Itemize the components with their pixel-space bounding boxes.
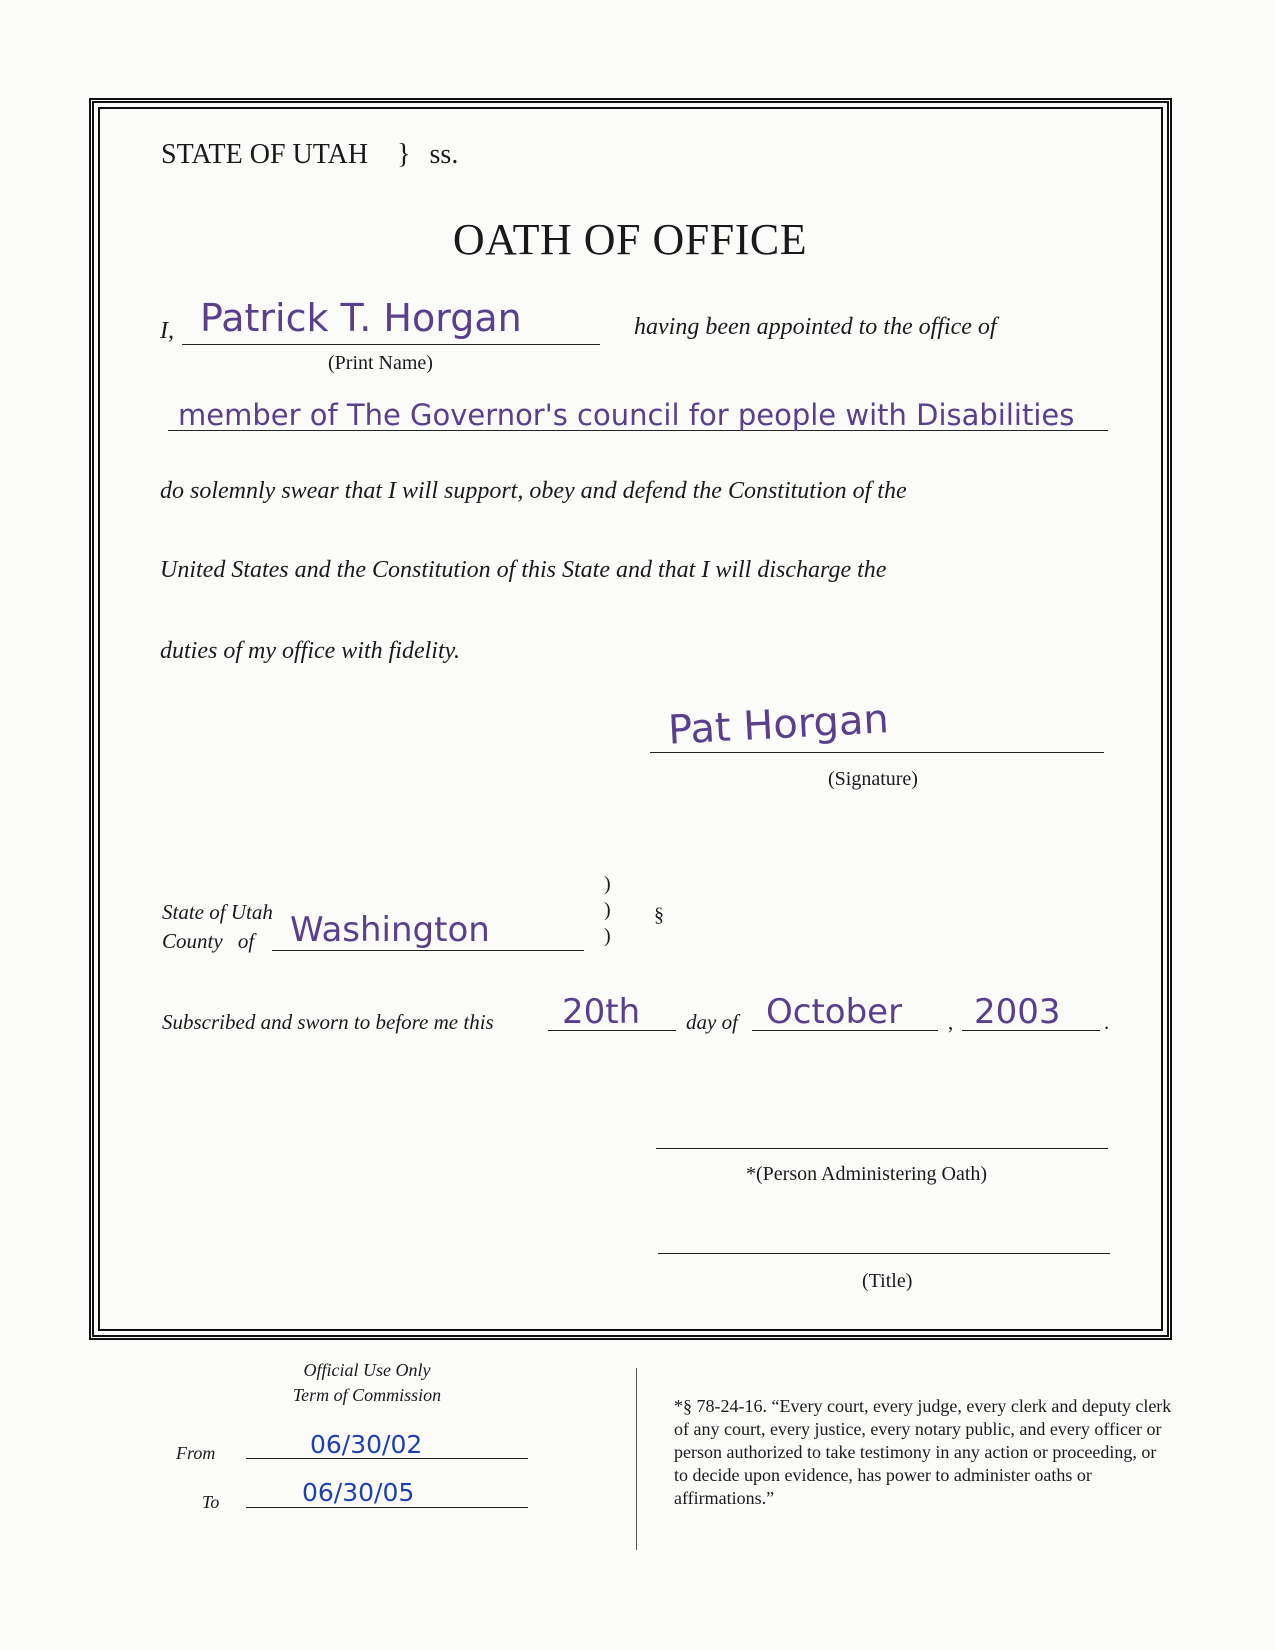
from-value: 06/30/02 — [310, 1430, 423, 1459]
page-title: OATH OF OFFICE — [452, 215, 808, 264]
from-label: From — [176, 1443, 216, 1463]
signature-caption: (Signature) — [828, 768, 918, 790]
print-name-caption: (Print Name) — [328, 352, 433, 374]
county-word: County — [162, 929, 223, 953]
subscribed-text: Subscribed and sworn to before me this — [162, 1010, 494, 1034]
title-line — [658, 1253, 1110, 1254]
to-label: To — [202, 1492, 220, 1512]
signature-handwritten: Pat Horgan — [666, 696, 890, 754]
brace: } — [397, 139, 411, 170]
state-of-utah: State of Utah — [162, 900, 273, 924]
title-caption: (Title) — [862, 1270, 913, 1292]
appointed-text: having been appointed to the office of — [634, 314, 997, 340]
county-line — [272, 950, 584, 951]
i-label: I, — [160, 318, 174, 344]
signature-line — [650, 752, 1104, 753]
name-handwritten: Patrick T. Horgan — [200, 296, 522, 340]
month-handwritten: October — [766, 992, 903, 1032]
state-heading — [161, 139, 458, 171]
period: . — [1104, 1010, 1110, 1034]
county-label — [162, 929, 254, 954]
paren-3: ) — [604, 925, 611, 947]
office-handwritten: member of The Governor's council for people with Disabilities — [178, 398, 1075, 432]
statute-footnote: *§ 78-24-16. “Every court, every judge, every clerk and deputy clerk of any court, every justice, every notary public, and every officer or person authorized to take testimony in any action or proceeding, or to decide upon evidence, has power to administer oaths or affirmations.” — [674, 1396, 1172, 1508]
paren-1: ) — [604, 873, 611, 895]
administering-caption: *(Person Administering Oath) — [746, 1163, 988, 1185]
oath-line-2: United States and the Constitution of this State and that I will discharge the — [160, 557, 887, 583]
county-of-word: of — [237, 929, 255, 953]
oath-line-1: do solemnly swear that I will support, obey and defend the Constitution of the — [160, 478, 907, 504]
oath-line-3: duties of my office with fidelity. — [160, 638, 460, 664]
comma: , — [948, 1010, 954, 1034]
day-handwritten: 20th — [562, 992, 641, 1032]
name-line — [182, 344, 600, 345]
to-value: 06/30/05 — [302, 1478, 415, 1507]
section-symbol: § — [654, 904, 664, 926]
term-heading: Term of Commission — [292, 1385, 442, 1405]
county-handwritten: Washington — [290, 910, 490, 950]
administering-line — [656, 1148, 1108, 1149]
official-use-heading: Official Use Only — [303, 1360, 431, 1380]
to-line — [246, 1507, 528, 1508]
ss-label: ss. — [429, 139, 459, 170]
year-handwritten: 2003 — [974, 992, 1061, 1032]
column-divider — [636, 1368, 637, 1550]
day-of-text: day of — [686, 1010, 738, 1034]
paren-2: ) — [604, 899, 611, 921]
state-line: STATE OF UTAH — [161, 139, 369, 170]
